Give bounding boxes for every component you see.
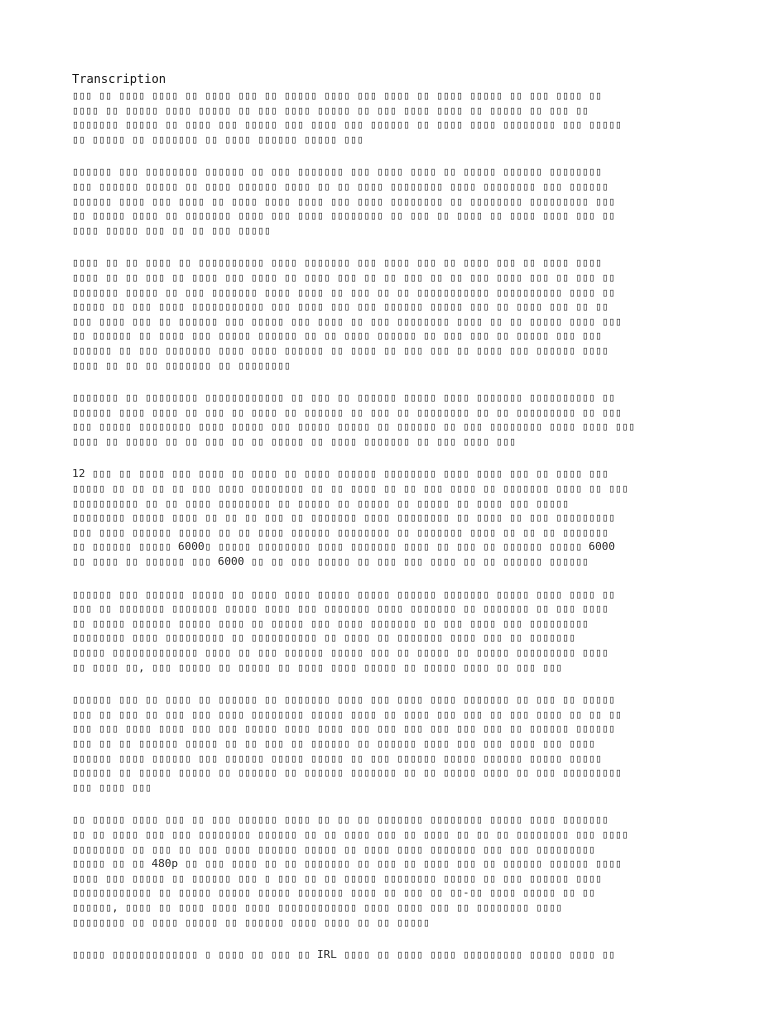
text-line: 12 ▯▯▯ ▯▯ ▯▯▯▯ ▯▯▯ ▯▯▯▯ ▯▯ ▯▯▯▯ ▯▯ ▯▯▯▯ ▯▯▯▯▯▯ ▯▯▯▯▯▯▯▯ ▯▯▯▯ ▯▯▯▯ ▯▯▯ ▯▯ ▯▯▯▯ ▯▯▯	[72, 467, 609, 481]
text-line: ▯▯▯ ▯▯▯▯ ▯▯▯ ▯▯ ▯▯▯▯▯▯ ▯▯▯ ▯▯▯▯▯ ▯▯▯ ▯▯▯▯ ▯▯ ▯▯▯ ▯▯▯▯▯▯▯▯ ▯▯▯▯ ▯▯ ▯▯ ▯▯▯▯▯ ▯▯▯▯ ▯▯▯	[72, 314, 622, 328]
text-line: ▯▯▯ ▯▯▯▯ ▯▯▯▯▯▯ ▯▯▯▯▯ ▯▯ ▯▯ ▯▯▯▯ ▯▯▯▯▯▯ ▯▯▯▯▯▯▯▯ ▯▯ ▯▯▯▯▯▯▯ ▯▯▯▯ ▯▯ ▯▯ ▯▯ ▯▯▯▯▯▯▯	[72, 525, 609, 539]
text-line: ▯▯ ▯▯▯▯▯▯ ▯▯ ▯▯▯▯ ▯▯▯ ▯▯▯▯▯ ▯▯▯▯▯▯ ▯▯ ▯▯ ▯▯▯▯ ▯▯▯▯▯▯ ▯▯ ▯▯▯ ▯▯▯ ▯▯ ▯▯▯▯▯ ▯▯▯ ▯▯▯	[72, 329, 602, 343]
text-line: ▯▯▯▯ ▯▯▯ ▯▯▯▯▯ ▯▯ ▯▯▯▯▯▯ ▯▯▯ ▯ ▯▯▯ ▯▯ ▯▯ ▯▯▯▯▯ ▯▯▯▯▯▯▯▯ ▯▯▯▯▯ ▯▯ ▯▯▯ ▯▯▯▯▯▯ ▯▯▯▯	[72, 871, 602, 885]
text-line: ▯▯ ▯▯ ▯▯▯▯ ▯▯▯ ▯▯▯ ▯▯▯▯▯▯▯▯ ▯▯▯▯▯▯ ▯▯ ▯▯ ▯▯▯▯ ▯▯▯ ▯▯ ▯▯▯▯ ▯▯ ▯▯ ▯▯ ▯▯▯▯▯▯▯▯ ▯▯▯ ▯▯▯▯	[72, 827, 629, 841]
text-line: ▯▯▯▯▯▯ ▯▯▯ ▯▯▯▯▯▯▯▯ ▯▯▯▯▯▯ ▯▯ ▯▯▯ ▯▯▯▯▯▯▯ ▯▯▯ ▯▯▯▯ ▯▯▯▯ ▯▯ ▯▯▯▯▯ ▯▯▯▯▯▯ ▯▯▯▯▯▯▯▯	[72, 165, 602, 179]
text-line: ▯▯▯▯▯▯ ▯▯▯▯ ▯▯▯▯ ▯▯ ▯▯▯ ▯▯ ▯▯▯▯ ▯▯ ▯▯▯▯▯▯ ▯▯ ▯▯▯ ▯▯ ▯▯▯▯▯▯▯▯ ▯▯ ▯▯ ▯▯▯▯▯▯▯▯▯ ▯▯ ▯▯▯	[72, 405, 622, 419]
paragraph	[72, 89, 702, 147]
text-line: ▯▯▯▯▯▯ ▯▯▯ ▯▯▯▯▯▯ ▯▯▯▯▯ ▯▯ ▯▯▯▯ ▯▯▯▯ ▯▯▯▯▯ ▯▯▯▯▯ ▯▯▯▯▯▯ ▯▯▯▯▯▯▯ ▯▯▯▯▯ ▯▯▯▯ ▯▯▯▯ ▯▯	[72, 587, 616, 601]
document-page	[72, 71, 702, 981]
text-line: ▯▯▯▯ ▯▯ ▯▯▯▯▯ ▯▯ ▯▯ ▯▯▯ ▯▯ ▯▯ ▯▯▯▯▯ ▯▯ ▯▯▯▯ ▯▯▯▯▯▯▯ ▯▯ ▯▯▯ ▯▯▯▯ ▯▯▯	[72, 434, 516, 448]
text-line: ▯▯ ▯▯▯▯▯▯ ▯▯▯▯▯ 6000▯ ▯▯▯▯▯ ▯▯▯▯▯▯▯▯ ▯▯▯▯ ▯▯▯▯▯▯▯ ▯▯▯▯ ▯▯ ▯▯▯ ▯▯ ▯▯▯▯▯▯ ▯▯▯▯▯ 6000	[72, 540, 616, 554]
text-line: ▯▯▯ ▯▯ ▯▯▯▯▯▯▯ ▯▯▯▯▯▯▯ ▯▯▯▯▯ ▯▯▯▯ ▯▯▯ ▯▯▯▯▯▯▯ ▯▯▯▯ ▯▯▯▯▯▯▯ ▯▯ ▯▯▯▯▯▯▯ ▯▯ ▯▯▯ ▯▯▯▯	[72, 602, 609, 616]
text-line: ▯▯▯▯▯▯▯▯▯▯ ▯▯ ▯▯ ▯▯▯▯ ▯▯▯▯▯▯▯▯ ▯▯ ▯▯▯▯▯ ▯▯ ▯▯▯▯▯ ▯▯ ▯▯▯▯▯ ▯▯ ▯▯▯▯ ▯▯▯ ▯▯▯▯▯	[72, 496, 569, 510]
paragraph	[72, 948, 702, 963]
paragraph	[72, 165, 702, 238]
document-title: Transcription	[72, 72, 166, 86]
text-line: ▯▯▯▯▯▯▯▯ ▯▯ ▯▯▯▯ ▯▯▯▯▯ ▯▯ ▯▯▯▯▯▯ ▯▯▯▯ ▯▯▯▯ ▯▯ ▯▯ ▯▯▯▯▯	[72, 915, 430, 929]
text-line: ▯▯ ▯▯▯▯ ▯▯ ▯▯▯▯▯▯ ▯▯▯ 6000 ▯▯ ▯▯ ▯▯▯ ▯▯▯▯▯ ▯▯ ▯▯▯ ▯▯▯ ▯▯▯▯ ▯▯ ▯▯ ▯▯▯▯▯▯ ▯▯▯▯▯▯	[72, 555, 589, 569]
text-line: ▯▯▯▯▯ ▯▯ ▯▯ ▯▯ ▯▯ ▯▯▯ ▯▯▯▯ ▯▯▯▯▯▯▯▯ ▯▯ ▯▯ ▯▯▯▯ ▯▯ ▯▯ ▯▯▯ ▯▯▯▯ ▯▯ ▯▯▯▯▯▯▯ ▯▯▯▯ ▯▯ ▯▯▯	[72, 482, 629, 496]
text-line: ▯▯ ▯▯▯▯▯ ▯▯ ▯▯▯▯▯▯▯ ▯▯ ▯▯▯▯ ▯▯▯▯▯▯ ▯▯▯▯▯ ▯▯▯	[72, 132, 364, 146]
text-line: ▯▯▯▯▯▯ ▯▯ ▯▯▯ ▯▯▯▯▯▯▯ ▯▯▯▯ ▯▯▯▯ ▯▯▯▯▯▯ ▯▯ ▯▯▯▯ ▯▯ ▯▯▯ ▯▯▯ ▯▯ ▯▯▯▯ ▯▯▯ ▯▯▯▯▯▯ ▯▯▯▯	[72, 343, 609, 357]
text-line: ▯▯▯▯ ▯▯ ▯▯▯▯▯ ▯▯▯▯ ▯▯▯▯▯ ▯▯ ▯▯▯ ▯▯▯▯ ▯▯▯▯▯ ▯▯ ▯▯▯ ▯▯▯▯ ▯▯▯▯ ▯▯ ▯▯▯▯▯ ▯▯ ▯▯▯ ▯▯	[72, 103, 589, 117]
text-line: ▯▯▯▯▯▯ ▯▯ ▯▯▯▯▯ ▯▯▯▯▯ ▯▯ ▯▯▯▯▯▯ ▯▯ ▯▯▯▯▯▯ ▯▯▯▯▯▯▯ ▯▯ ▯▯ ▯▯▯▯▯ ▯▯▯▯ ▯▯ ▯▯▯ ▯▯▯▯▯▯▯▯▯	[72, 766, 622, 780]
paragraph	[72, 467, 702, 569]
text-line: ▯▯▯ ▯▯ ▯▯▯ ▯▯ ▯▯▯ ▯▯▯ ▯▯▯▯ ▯▯▯▯▯▯▯▯ ▯▯▯▯▯ ▯▯▯▯ ▯▯ ▯▯▯▯ ▯▯▯ ▯▯▯ ▯▯ ▯▯▯ ▯▯▯▯ ▯▯ ▯▯ ▯▯	[72, 707, 622, 721]
text-line: ▯▯▯▯ ▯▯▯▯▯ ▯▯▯ ▯▯ ▯▯ ▯▯▯ ▯▯▯▯▯	[72, 223, 271, 237]
text-line: ▯▯▯▯ ▯▯ ▯▯ ▯▯▯ ▯▯ ▯▯▯▯ ▯▯▯ ▯▯▯▯ ▯▯ ▯▯▯▯ ▯▯▯ ▯▯ ▯▯ ▯▯▯ ▯▯ ▯▯ ▯▯▯ ▯▯▯▯ ▯▯▯ ▯▯ ▯▯▯ ▯▯	[72, 270, 616, 284]
text-line: ▯▯▯▯▯▯ ▯▯▯▯ ▯▯▯▯▯▯ ▯▯▯ ▯▯▯▯▯▯ ▯▯▯▯▯ ▯▯▯▯▯ ▯▯ ▯▯▯ ▯▯▯▯▯▯ ▯▯▯▯▯ ▯▯▯▯▯▯ ▯▯▯▯▯ ▯▯▯▯▯	[72, 751, 602, 765]
text-line: ▯▯▯ ▯▯▯▯ ▯▯▯	[72, 780, 152, 794]
text-line: ▯▯ ▯▯▯▯ ▯▯, ▯▯▯ ▯▯▯▯▯ ▯▯ ▯▯▯▯▯ ▯▯ ▯▯▯▯ ▯▯▯▯ ▯▯▯▯▯ ▯▯ ▯▯▯▯▯ ▯▯▯▯ ▯▯ ▯▯▯ ▯▯▯	[72, 660, 563, 674]
text-line: ▯▯▯▯▯ ▯▯ ▯▯ 480p ▯▯ ▯▯▯ ▯▯▯▯ ▯▯ ▯▯ ▯▯▯▯▯▯▯ ▯▯ ▯▯▯ ▯▯ ▯▯▯▯ ▯▯▯ ▯▯ ▯▯▯▯▯▯ ▯▯▯▯▯▯ ▯▯▯▯	[72, 857, 622, 871]
text-line: ▯▯▯▯▯▯ ▯▯▯ ▯▯ ▯▯▯▯ ▯▯ ▯▯▯▯▯▯ ▯▯ ▯▯▯▯▯▯▯ ▯▯▯▯ ▯▯▯ ▯▯▯▯ ▯▯▯▯ ▯▯▯▯▯▯▯ ▯▯ ▯▯▯ ▯▯ ▯▯▯▯▯	[72, 693, 616, 707]
paragraph	[72, 256, 702, 373]
text-line: ▯▯▯▯▯▯ ▯▯▯▯ ▯▯▯ ▯▯▯▯ ▯▯ ▯▯▯▯ ▯▯▯▯ ▯▯▯▯ ▯▯▯ ▯▯▯▯ ▯▯▯▯▯▯▯▯ ▯▯ ▯▯▯▯▯▯▯▯ ▯▯▯▯▯▯▯▯▯ ▯▯▯	[72, 194, 616, 208]
paragraph	[72, 391, 702, 449]
paragraph	[72, 588, 702, 676]
text-line: ▯▯▯▯▯▯▯▯ ▯▯▯▯ ▯▯▯▯▯▯▯▯▯ ▯▯ ▯▯▯▯▯▯▯▯▯▯ ▯▯ ▯▯▯▯ ▯▯ ▯▯▯▯▯▯▯ ▯▯▯▯ ▯▯▯ ▯▯ ▯▯▯▯▯▯▯	[72, 631, 576, 645]
text-line: ▯▯▯▯▯ ▯▯▯▯▯▯▯▯▯▯▯▯▯ ▯▯▯▯ ▯▯ ▯▯▯ ▯▯▯▯▯▯ ▯▯▯▯▯ ▯▯▯ ▯▯ ▯▯▯▯▯ ▯▯ ▯▯▯▯▯ ▯▯▯▯▯▯▯▯▯ ▯▯▯▯	[72, 646, 609, 659]
text-line: ▯▯▯ ▯▯▯▯▯ ▯▯▯▯▯▯▯▯ ▯▯▯▯ ▯▯▯▯▯ ▯▯▯ ▯▯▯▯▯ ▯▯▯▯▯ ▯▯ ▯▯▯▯▯▯ ▯▯ ▯▯▯ ▯▯▯▯▯▯▯▯ ▯▯▯▯ ▯▯▯▯ ▯▯▯	[72, 420, 635, 434]
paragraph	[72, 693, 702, 795]
text-line: ▯▯▯ ▯▯▯▯▯▯ ▯▯▯▯▯ ▯▯ ▯▯▯▯ ▯▯▯▯▯▯ ▯▯▯▯ ▯▯ ▯▯ ▯▯▯▯ ▯▯▯▯▯▯▯▯ ▯▯▯▯ ▯▯▯▯▯▯▯▯ ▯▯▯ ▯▯▯▯▯▯	[72, 179, 609, 193]
text-line: ▯▯▯ ▯▯▯ ▯▯▯▯ ▯▯▯▯ ▯▯▯ ▯▯▯ ▯▯▯▯▯ ▯▯▯▯ ▯▯▯▯ ▯▯▯ ▯▯▯ ▯▯▯ ▯▯▯ ▯▯▯ ▯▯▯ ▯▯ ▯▯▯▯▯▯ ▯▯▯▯▯▯	[72, 722, 616, 736]
text-line: ▯▯ ▯▯▯▯▯ ▯▯▯▯ ▯▯▯ ▯▯ ▯▯▯ ▯▯▯▯▯▯ ▯▯▯▯ ▯▯ ▯▯ ▯▯ ▯▯▯▯▯▯▯ ▯▯▯▯▯▯▯▯ ▯▯▯▯▯ ▯▯▯▯ ▯▯▯▯▯▯▯	[72, 813, 609, 827]
text-line: ▯▯▯ ▯▯ ▯▯▯▯ ▯▯▯▯ ▯▯ ▯▯▯▯ ▯▯▯ ▯▯ ▯▯▯▯▯ ▯▯▯▯ ▯▯▯ ▯▯▯▯ ▯▯ ▯▯▯▯ ▯▯▯▯▯ ▯▯ ▯▯▯ ▯▯▯▯ ▯▯	[72, 89, 602, 102]
text-line: ▯▯▯▯ ▯▯ ▯▯ ▯▯ ▯▯▯▯▯▯▯ ▯▯ ▯▯▯▯▯▯▯▯	[72, 358, 291, 372]
text-line: ▯▯▯▯ ▯▯ ▯▯ ▯▯▯▯ ▯▯ ▯▯▯▯▯▯▯▯▯▯ ▯▯▯▯ ▯▯▯▯▯▯▯ ▯▯▯ ▯▯▯▯ ▯▯▯ ▯▯ ▯▯▯▯ ▯▯▯ ▯▯ ▯▯▯▯ ▯▯▯▯	[72, 256, 602, 270]
text-line: ▯▯▯▯▯▯▯▯▯▯▯▯ ▯▯ ▯▯▯▯▯ ▯▯▯▯▯ ▯▯▯▯▯ ▯▯▯▯▯▯▯ ▯▯▯▯ ▯▯ ▯▯▯ ▯▯ ▯▯-▯▯ ▯▯▯▯ ▯▯▯▯▯ ▯▯ ▯▯	[72, 886, 596, 900]
text-line: ▯▯▯▯▯ ▯▯ ▯▯▯ ▯▯▯▯ ▯▯▯▯▯▯▯▯▯▯▯ ▯▯▯ ▯▯▯▯ ▯▯▯ ▯▯▯ ▯▯▯▯▯▯ ▯▯▯▯▯ ▯▯▯ ▯▯ ▯▯▯▯ ▯▯▯ ▯▯ ▯▯	[72, 300, 609, 314]
text-line: ▯▯▯▯▯ ▯▯▯▯▯▯▯▯▯▯▯▯▯ ▯ ▯▯▯▯ ▯▯ ▯▯▯ ▯▯ IRL ▯▯▯▯ ▯▯ ▯▯▯▯ ▯▯▯▯ ▯▯▯▯▯▯▯▯▯ ▯▯▯▯▯ ▯▯▯▯ ▯▯	[72, 948, 616, 962]
text-line: ▯▯▯▯▯▯▯ ▯▯ ▯▯▯▯▯▯▯▯ ▯▯▯▯▯▯▯▯▯▯▯▯ ▯▯ ▯▯▯ ▯▯ ▯▯▯▯▯▯ ▯▯▯▯▯ ▯▯▯▯ ▯▯▯▯▯▯▯ ▯▯▯▯▯▯▯▯▯▯ ▯▯	[72, 391, 616, 405]
document-body	[72, 89, 702, 963]
text-line: ▯▯▯▯▯▯, ▯▯▯▯ ▯▯ ▯▯▯▯ ▯▯▯▯ ▯▯▯▯ ▯▯▯▯▯▯▯▯▯▯▯▯ ▯▯▯▯ ▯▯▯▯ ▯▯▯ ▯▯ ▯▯▯▯▯▯▯▯ ▯▯▯▯	[72, 900, 563, 914]
text-line: ▯▯▯▯▯▯▯ ▯▯▯▯▯ ▯▯ ▯▯▯▯ ▯▯▯ ▯▯▯▯▯ ▯▯▯ ▯▯▯▯ ▯▯▯ ▯▯▯▯▯▯ ▯▯ ▯▯▯▯ ▯▯▯▯ ▯▯▯▯▯▯▯▯ ▯▯▯ ▯▯▯▯▯	[72, 118, 622, 132]
text-line: ▯▯ ▯▯▯▯▯ ▯▯▯▯ ▯▯ ▯▯▯▯▯▯▯ ▯▯▯▯ ▯▯▯ ▯▯▯▯ ▯▯▯▯▯▯▯▯ ▯▯ ▯▯▯ ▯▯ ▯▯▯▯ ▯▯ ▯▯▯▯ ▯▯▯▯ ▯▯▯ ▯▯	[72, 209, 616, 223]
text-line: ▯▯▯ ▯▯ ▯▯ ▯▯▯▯▯▯ ▯▯▯▯▯ ▯▯ ▯▯ ▯▯▯ ▯▯ ▯▯▯▯▯▯ ▯▯ ▯▯▯▯▯▯ ▯▯▯▯ ▯▯▯ ▯▯▯ ▯▯▯▯ ▯▯▯ ▯▯▯▯	[72, 736, 596, 750]
text-line: ▯▯▯▯▯▯▯▯ ▯▯ ▯▯▯ ▯▯ ▯▯▯ ▯▯▯▯ ▯▯▯▯▯▯ ▯▯▯▯▯ ▯▯ ▯▯▯▯ ▯▯▯▯ ▯▯▯▯▯▯▯ ▯▯▯ ▯▯▯ ▯▯▯▯▯▯▯▯▯	[72, 842, 596, 856]
paragraph	[72, 813, 702, 930]
text-line: ▯▯▯▯▯▯▯▯ ▯▯▯▯▯ ▯▯▯▯ ▯▯ ▯▯ ▯▯ ▯▯▯ ▯▯ ▯▯▯▯▯▯▯ ▯▯▯▯ ▯▯▯▯▯▯▯▯ ▯▯ ▯▯▯▯ ▯▯ ▯▯▯ ▯▯▯▯▯▯▯▯▯	[72, 511, 616, 525]
text-line: ▯▯▯▯▯▯▯ ▯▯▯▯▯ ▯▯ ▯▯▯ ▯▯▯▯▯▯▯ ▯▯▯▯ ▯▯▯▯ ▯▯ ▯▯▯ ▯▯ ▯▯ ▯▯▯▯▯▯▯▯▯▯▯ ▯▯▯▯▯▯▯▯▯▯ ▯▯▯▯ ▯▯	[72, 285, 616, 299]
text-line: ▯▯ ▯▯▯▯▯ ▯▯▯▯▯▯ ▯▯▯▯▯ ▯▯▯▯ ▯▯ ▯▯▯▯▯ ▯▯▯ ▯▯▯▯ ▯▯▯▯▯▯▯ ▯▯ ▯▯▯ ▯▯▯▯ ▯▯▯ ▯▯▯▯▯▯▯▯▯	[72, 616, 589, 630]
